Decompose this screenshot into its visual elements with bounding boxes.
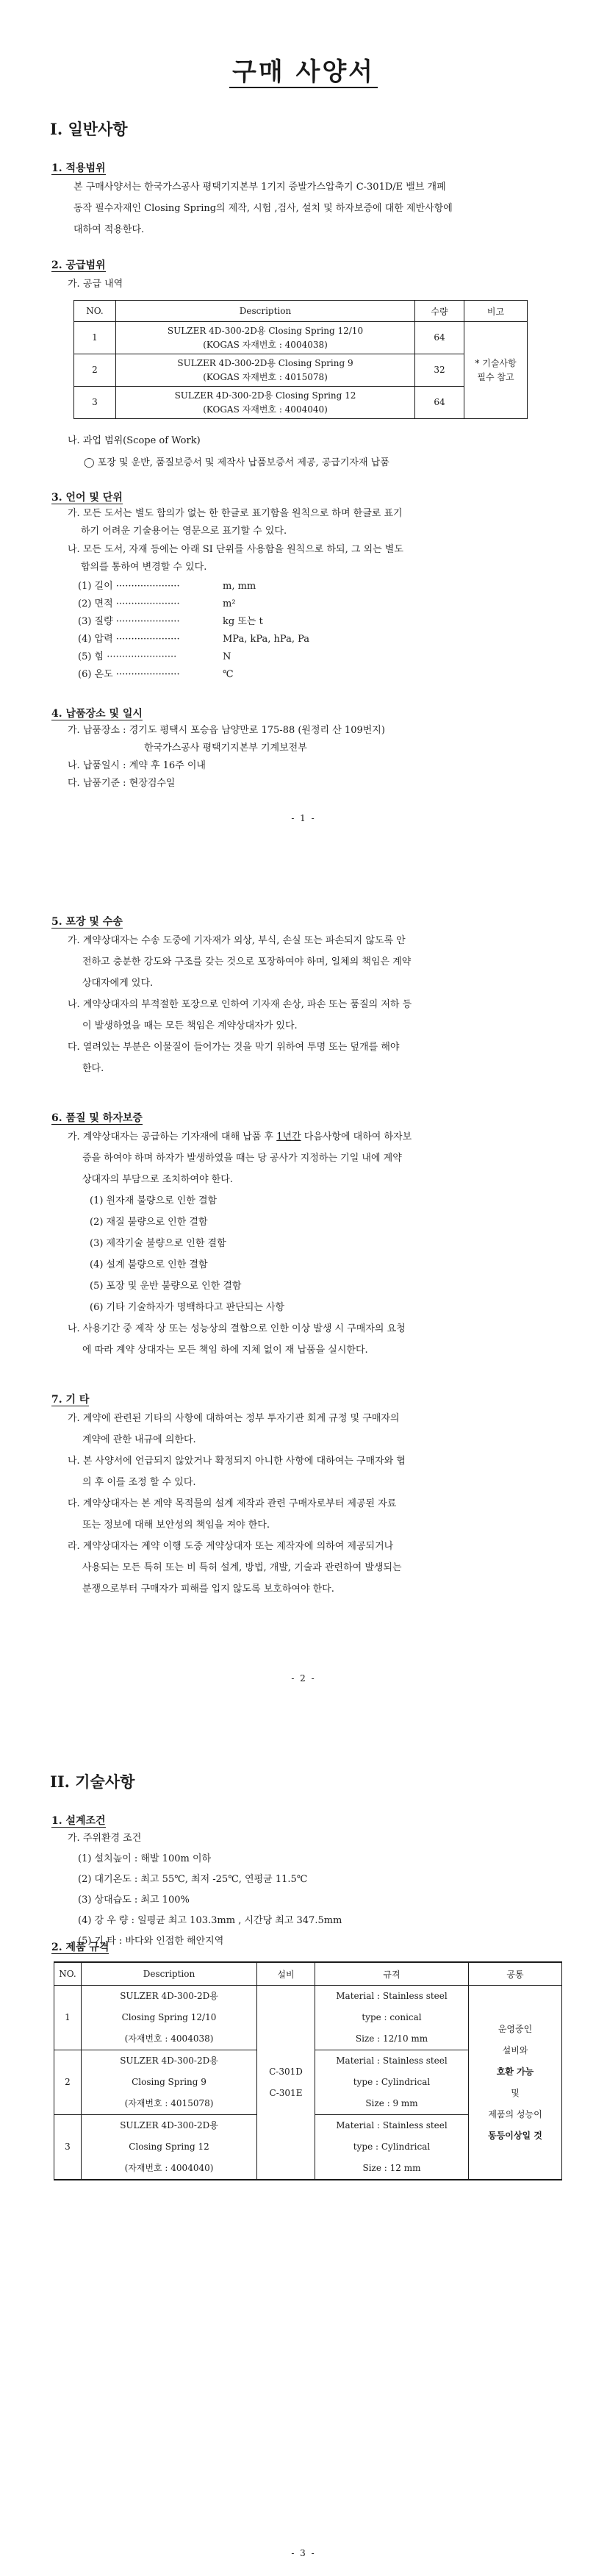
warranty-item: (6) 기타 기술하자가 명백하다고 판단되는 사항 bbox=[90, 1302, 285, 1313]
others-c-line-1: 다. 계약상대자는 본 계약 목적물의 설계 제작과 관련 구매자로부터 제공된 자료 bbox=[68, 1498, 397, 1509]
delivery-place: 가. 납품장소 : 경기도 평택시 포승읍 남양만로 175-88 (원정리 산 109번지) bbox=[68, 725, 385, 736]
others-b-line-2: 의 후 이를 조정 할 수 있다. bbox=[82, 1477, 196, 1488]
warranty-b-line-1: 나. 사용기간 중 제작 상 또는 성능상의 결함으로 인한 이상 발생 시 구매자의 요청 bbox=[68, 1323, 406, 1334]
page-number-1: - 1 - bbox=[291, 813, 316, 823]
row-description: SULZER 4D-300-2D용 Closing Spring 12 (KOGAS 자재번호 : 4004040) bbox=[116, 387, 415, 419]
col-description: Description bbox=[116, 301, 415, 322]
unit-mass-label: (3) 질량 ····················· bbox=[78, 616, 180, 627]
table-row bbox=[74, 354, 528, 387]
row-qty: 64 bbox=[415, 387, 464, 419]
unit-force-value: N bbox=[223, 651, 231, 662]
language-a-line-2: 하기 어려운 기술용어는 영문으로 표기할 수 있다. bbox=[81, 526, 287, 537]
warranty-item: (2) 재질 불량으로 인한 결함 bbox=[90, 1217, 208, 1228]
others-a-line-1: 가. 계약에 관련된 기타의 사항에 대하여는 정부 투자기관 회계 규정 및 구매자의 bbox=[68, 1413, 400, 1424]
warranty-a-line-1: 가. 계약상대자는 공급하는 기자재에 대해 납품 후 1년간 다음사항에 대하여 하자보 bbox=[68, 1131, 412, 1142]
scope-line-1: 본 구매사양서는 한국가스공사 평택기지본부 1기지 증발가스압축기 C-301D/E 밸브 개폐 bbox=[73, 182, 446, 193]
heading-scope: 1. 적용범위 bbox=[51, 162, 106, 174]
warranty-a-line-3: 상대자의 부담으로 조치하여야 한다. bbox=[82, 1174, 233, 1185]
document-title: 구매 사양서 bbox=[0, 51, 607, 87]
row-description: SULZER 4D-300-2D용 Closing Spring 12 (자재번호 : 4004040) bbox=[82, 2115, 257, 2180]
row-no: 1 bbox=[54, 1986, 82, 2050]
col-common: 공통 bbox=[469, 1962, 562, 1986]
warranty-item: (1) 원자재 불량으로 인한 결함 bbox=[90, 1195, 218, 1206]
language-b-line-1: 나. 모든 도서, 자재 등에는 아래 SI 단위를 사용함을 원칙으로 하되, 그 외는 별도 bbox=[68, 544, 403, 555]
packaging-a-line-3: 상대자에게 있다. bbox=[82, 978, 154, 989]
scope-line-2: 동작 필수자재인 Closing Spring의 제작, 시험 ,검사, 설치 및 하자보증에 대한 제반사항에 bbox=[73, 203, 453, 214]
row-spec: Material : Stainless steel type : Cylindrical Size : 12 mm bbox=[315, 2115, 469, 2180]
row-spec: Material : Stainless steel type : conical Size : 12/10 mm bbox=[315, 1986, 469, 2050]
warranty-item: (5) 포장 및 운반 불량으로 인한 결함 bbox=[90, 1281, 242, 1292]
heading-quality-warranty: 6. 품질 및 하자보증 bbox=[51, 1112, 143, 1124]
row-no: 1 bbox=[74, 322, 116, 354]
row-no: 3 bbox=[54, 2115, 82, 2180]
environment-item: (4) 강 우 량 : 일평균 최고 103.3mm , 시간당 최고 347.5mm bbox=[78, 1915, 342, 1926]
environment-item: (1) 설치높이 : 해발 100m 이하 bbox=[78, 1853, 212, 1864]
table-header-row bbox=[54, 1962, 562, 1986]
row-description: SULZER 4D-300-2D용 Closing Spring 9 (KOGAS 자재번호 : 4015078) bbox=[116, 354, 415, 387]
spec-table bbox=[54, 1961, 562, 2180]
packaging-c-line-2: 한다. bbox=[82, 1063, 104, 1074]
row-no: 2 bbox=[54, 2050, 82, 2115]
unit-temperature-label: (6) 온도 ····················· bbox=[78, 669, 180, 680]
heading-delivery: 4. 납품장소 및 일시 bbox=[51, 708, 143, 720]
row-description: SULZER 4D-300-2D용 Closing Spring 12/10 (KOGAS 자재번호 : 4004038) bbox=[116, 322, 415, 354]
section-1-heading: I. 일반사항 bbox=[50, 120, 128, 138]
unit-pressure-label: (4) 압력 ····················· bbox=[78, 634, 180, 645]
row-spec: Material : Stainless steel type : Cylindrical Size : 9 mm bbox=[315, 2050, 469, 2115]
table-row bbox=[74, 322, 528, 354]
others-d-line-1: 라. 계약상대자는 계약 이행 도중 계약상대자 또는 제작자에 의하여 제공되거나 bbox=[68, 1541, 394, 1552]
page-number-3: - 3 - bbox=[291, 2548, 316, 2558]
others-d-line-3: 분쟁으로부터 구매자가 피해를 입지 않도록 보호하여야 한다. bbox=[82, 1584, 334, 1595]
row-description: SULZER 4D-300-2D용 Closing Spring 12/10 (자재번호 : 4004038) bbox=[82, 1986, 257, 2050]
heading-design-conditions: 1. 설계조건 bbox=[51, 1815, 106, 1827]
others-b-line-1: 나. 본 사양서에 언급되지 않았거나 확정되지 아니한 사항에 대하여는 구매자와 협 bbox=[68, 1456, 406, 1467]
table-row bbox=[54, 1986, 562, 2050]
page-number-2: - 2 - bbox=[291, 1673, 316, 1684]
unit-area-label: (2) 면적 ····················· bbox=[78, 598, 180, 609]
scope-of-work-label: 나. 과업 범위(Scope of Work) bbox=[68, 435, 201, 446]
unit-length-label: (1) 길이 ····················· bbox=[78, 581, 180, 592]
packaging-a-line-1: 가. 계약상대자는 수송 도중에 기자재가 외상, 부식, 손실 또는 파손되지 않도록 안 bbox=[68, 935, 406, 946]
unit-temperature-value: ℃ bbox=[223, 669, 234, 680]
row-equipment: C-301D C-301E bbox=[257, 1986, 315, 2180]
others-c-line-2: 또는 정보에 대해 보안성의 책임을 져야 한다. bbox=[82, 1520, 270, 1531]
col-remarks: 비고 bbox=[464, 301, 528, 322]
unit-force-label: (5) 힘 ······················· bbox=[78, 651, 177, 662]
row-qty: 64 bbox=[415, 322, 464, 354]
heading-packaging: 5. 포장 및 수송 bbox=[51, 916, 123, 928]
delivery-date: 나. 납품일시 : 계약 후 16주 이내 bbox=[68, 760, 206, 771]
warranty-item: (4) 설계 불량으로 인한 결함 bbox=[90, 1259, 208, 1270]
scope-of-work-text: ◯ 포장 및 운반, 품질보증서 및 제작사 납품보증서 제공, 공급기자재 납품 bbox=[84, 457, 389, 468]
row-qty: 32 bbox=[415, 354, 464, 387]
heading-others: 7. 기 타 bbox=[51, 1394, 90, 1406]
language-a-line-1: 가. 모든 도서는 별도 합의가 없는 한 한글로 표기함을 원칙으로 하며 한글로 표기 bbox=[68, 508, 403, 519]
packaging-a-line-2: 전하고 충분한 강도와 구조를 갖는 것으로 포장하여야 하며, 일체의 책임은 계약 bbox=[82, 956, 412, 967]
col-no: NO. bbox=[74, 301, 116, 322]
scope-line-3: 대하여 적용한다. bbox=[73, 224, 145, 235]
supply-list-label: 가. 공급 내역 bbox=[68, 279, 123, 290]
heading-supply-range: 2. 공급범위 bbox=[51, 260, 106, 271]
warranty-item: (3) 제작기술 불량으로 인한 결함 bbox=[90, 1238, 226, 1249]
others-d-line-2: 사용되는 모든 특허 또는 비 특허 설계, 방법, 개발, 기술과 관련하여 발생되는 bbox=[82, 1562, 402, 1573]
warranty-b-line-2: 에 따라 계약 상대자는 모든 책임 하에 지체 없이 재 납품을 실시한다. bbox=[82, 1345, 368, 1356]
language-b-line-2: 합의를 통하여 변경할 수 있다. bbox=[81, 562, 207, 573]
environment-item: (5) 기 타 : 바다와 인접한 해안지역 bbox=[78, 1936, 224, 1947]
heading-language-units: 3. 언어 및 단위 bbox=[51, 492, 123, 504]
supply-table bbox=[73, 300, 528, 419]
packaging-c-line-1: 다. 열려있는 부분은 이물질이 들어가는 것을 막기 위하여 투명 또는 덮개를 해야 bbox=[68, 1042, 400, 1053]
warranty-a-line-2: 증을 하여야 하며 하자가 발생하였을 때는 당 공사가 지정하는 기일 내에 계약 bbox=[82, 1153, 402, 1164]
heading-product-spec-text: 2. 제품 규격 bbox=[51, 1942, 109, 1953]
delivery-criterion: 다. 납품기준 : 현장검수일 bbox=[68, 778, 176, 789]
section-2-heading: II. 기술사항 bbox=[50, 1772, 135, 1791]
environment-label: 가. 주위환경 조건 bbox=[68, 1833, 142, 1844]
environment-item: (2) 대기온도 : 최고 55℃, 최저 -25℃, 연평균 11.5℃ bbox=[78, 1874, 308, 1885]
environment-item: (3) 상대습도 : 최고 100% bbox=[78, 1895, 190, 1906]
col-description: Description bbox=[82, 1962, 257, 1986]
packaging-b-line-2: 이 발생하였을 때는 모든 책임은 계약상대자가 있다. bbox=[82, 1020, 298, 1031]
row-common: 운영중인 설비와 호환 가능 및 제품의 성능이 동등이상일 것 bbox=[469, 1986, 562, 2180]
col-no: NO. bbox=[54, 1962, 82, 1986]
unit-mass-value: kg 또는 t bbox=[223, 616, 263, 627]
row-no: 3 bbox=[74, 387, 116, 419]
row-remarks: * 기술사항 필수 참고 bbox=[464, 322, 528, 419]
packaging-b-line-1: 나. 계약상대자의 부적절한 포장으로 인하여 기자재 손상, 파손 또는 품질의 저하 등 bbox=[68, 999, 412, 1010]
unit-pressure-value: MPa, kPa, hPa, Pa bbox=[223, 634, 310, 645]
unit-length-value: m, mm bbox=[223, 581, 256, 592]
table-header-row bbox=[74, 301, 528, 322]
table-row bbox=[74, 387, 528, 419]
delivery-place-dept: 한국가스공사 평택기지본부 기계보전부 bbox=[144, 743, 307, 754]
row-no: 2 bbox=[74, 354, 116, 387]
row-description: SULZER 4D-300-2D용 Closing Spring 9 (자재번호 : 4015078) bbox=[82, 2050, 257, 2115]
col-qty: 수량 bbox=[415, 301, 464, 322]
others-a-line-2: 계약에 관한 내규에 의한다. bbox=[82, 1434, 196, 1445]
unit-area-value: m² bbox=[223, 598, 236, 609]
col-spec: 규격 bbox=[315, 1962, 469, 1986]
col-equipment: 설비 bbox=[257, 1962, 315, 1986]
